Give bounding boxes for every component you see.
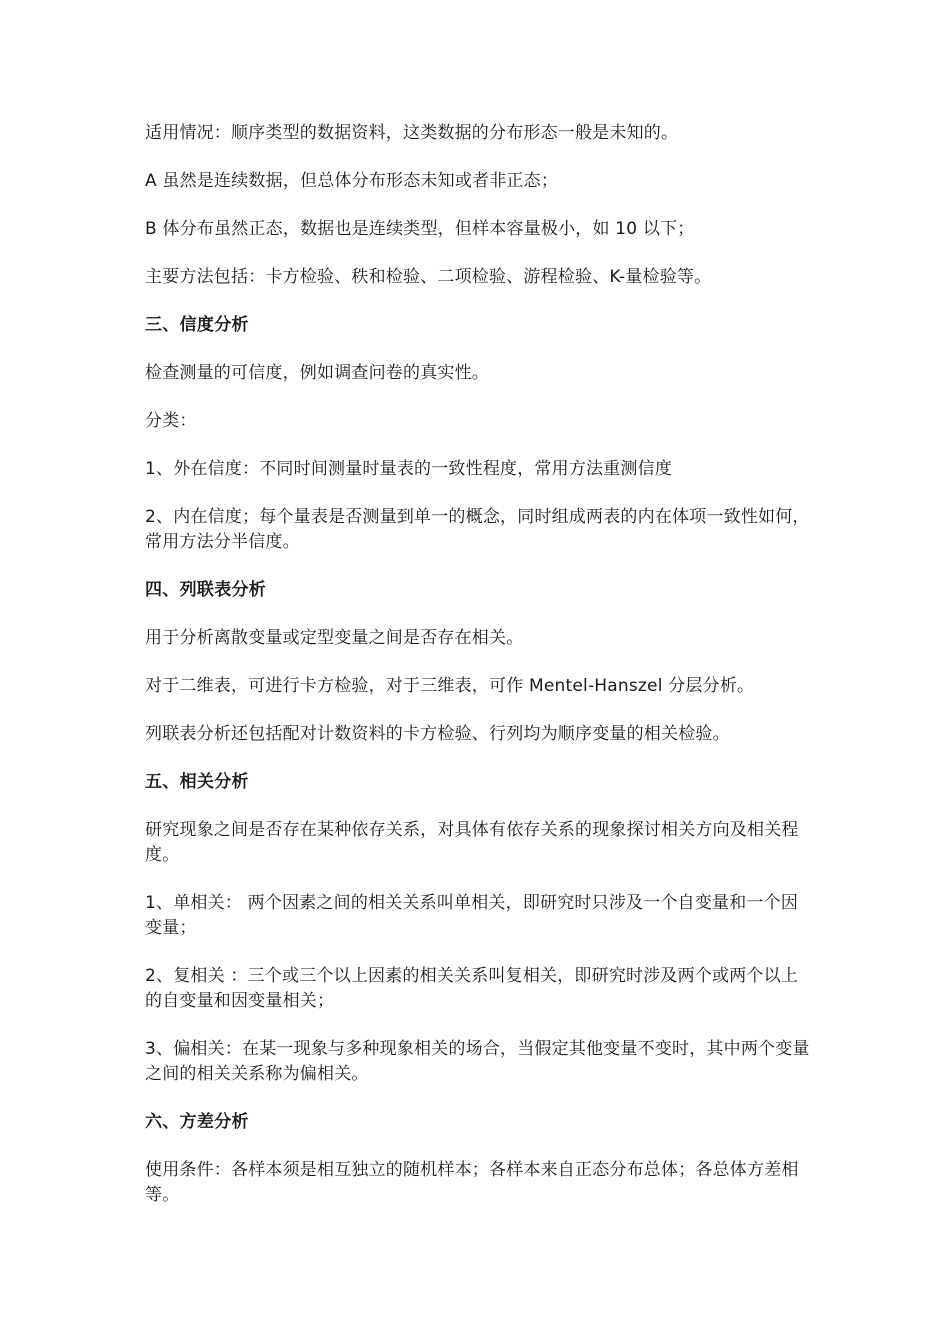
paragraph-multiple-correlation: 2、复相关 ：三个或三个以上因素的相关关系叫复相关，即研究时涉及两个或两个以上的自变量和因变量相关； bbox=[145, 966, 799, 1011]
paragraph-crosstab-tests: 对于二维表，可进行卡方检验，对于三维表，可作 Mentel-Hanszel 分层分析。 bbox=[145, 676, 755, 696]
section-heading-reliability: 三、信度分析 bbox=[145, 315, 249, 335]
paragraph-case-a: A 虽然是连续数据，但总体分布形态未知或者非正态； bbox=[145, 171, 559, 191]
paragraph-reliability-desc: 检查测量的可信度，例如调查问卷的真实性。 bbox=[145, 363, 489, 383]
paragraph-partial-correlation: 3、偏相关：在某一现象与多种现象相关的场合，当假定其他变量不变时，其中两个变量之间的相关关系称为偏相关。 bbox=[145, 1039, 810, 1084]
section-heading-crosstab: 四、列联表分析 bbox=[145, 580, 267, 600]
paragraph-applicable-situation: 适用情况：顺序类型的数据资料，这类数据的分布形态一般是未知的。 bbox=[145, 123, 679, 143]
section-heading-correlation: 五、相关分析 bbox=[145, 772, 249, 792]
paragraph-main-methods: 主要方法包括：卡方检验、秩和检验、二项检验、游程检验、K-量检验等。 bbox=[145, 267, 712, 287]
paragraph-external-reliability: 1、外在信度：不同时间测量时量表的一致性程度，常用方法重测信度 bbox=[145, 459, 673, 479]
paragraph-internal-reliability: 2、内在信度；每个量表是否测量到单一的概念，同时组成两表的内在体项一致性如何，常用方法分半信度。 bbox=[145, 507, 810, 552]
paragraph-simple-correlation: 1、单相关： 两个因素之间的相关关系叫单相关，即研究时只涉及一个自变量和一个因变量； bbox=[145, 893, 799, 938]
paragraph-anova-conditions: 使用条件：各样本须是相互独立的随机样本；各样本来自正态分布总体；各总体方差相等。 bbox=[145, 1160, 799, 1205]
paragraph-case-b: B 体分布虽然正态，数据也是连续类型，但样本容量极小，如 10 以下； bbox=[145, 219, 695, 239]
paragraph-crosstab-includes: 列联表分析还包括配对计数资料的卡方检验、行列均为顺序变量的相关检验。 bbox=[145, 724, 730, 744]
paragraph-classification: 分类： bbox=[145, 411, 197, 431]
section-heading-anova: 六、方差分析 bbox=[145, 1112, 249, 1132]
paragraph-crosstab-desc: 用于分析离散变量或定型变量之间是否存在相关。 bbox=[145, 628, 524, 648]
document-page bbox=[145, 121, 810, 1231]
paragraph-correlation-desc: 研究现象之间是否存在某种依存关系，对具体有依存关系的现象探讨相关方向及相关程度。 bbox=[145, 820, 799, 865]
